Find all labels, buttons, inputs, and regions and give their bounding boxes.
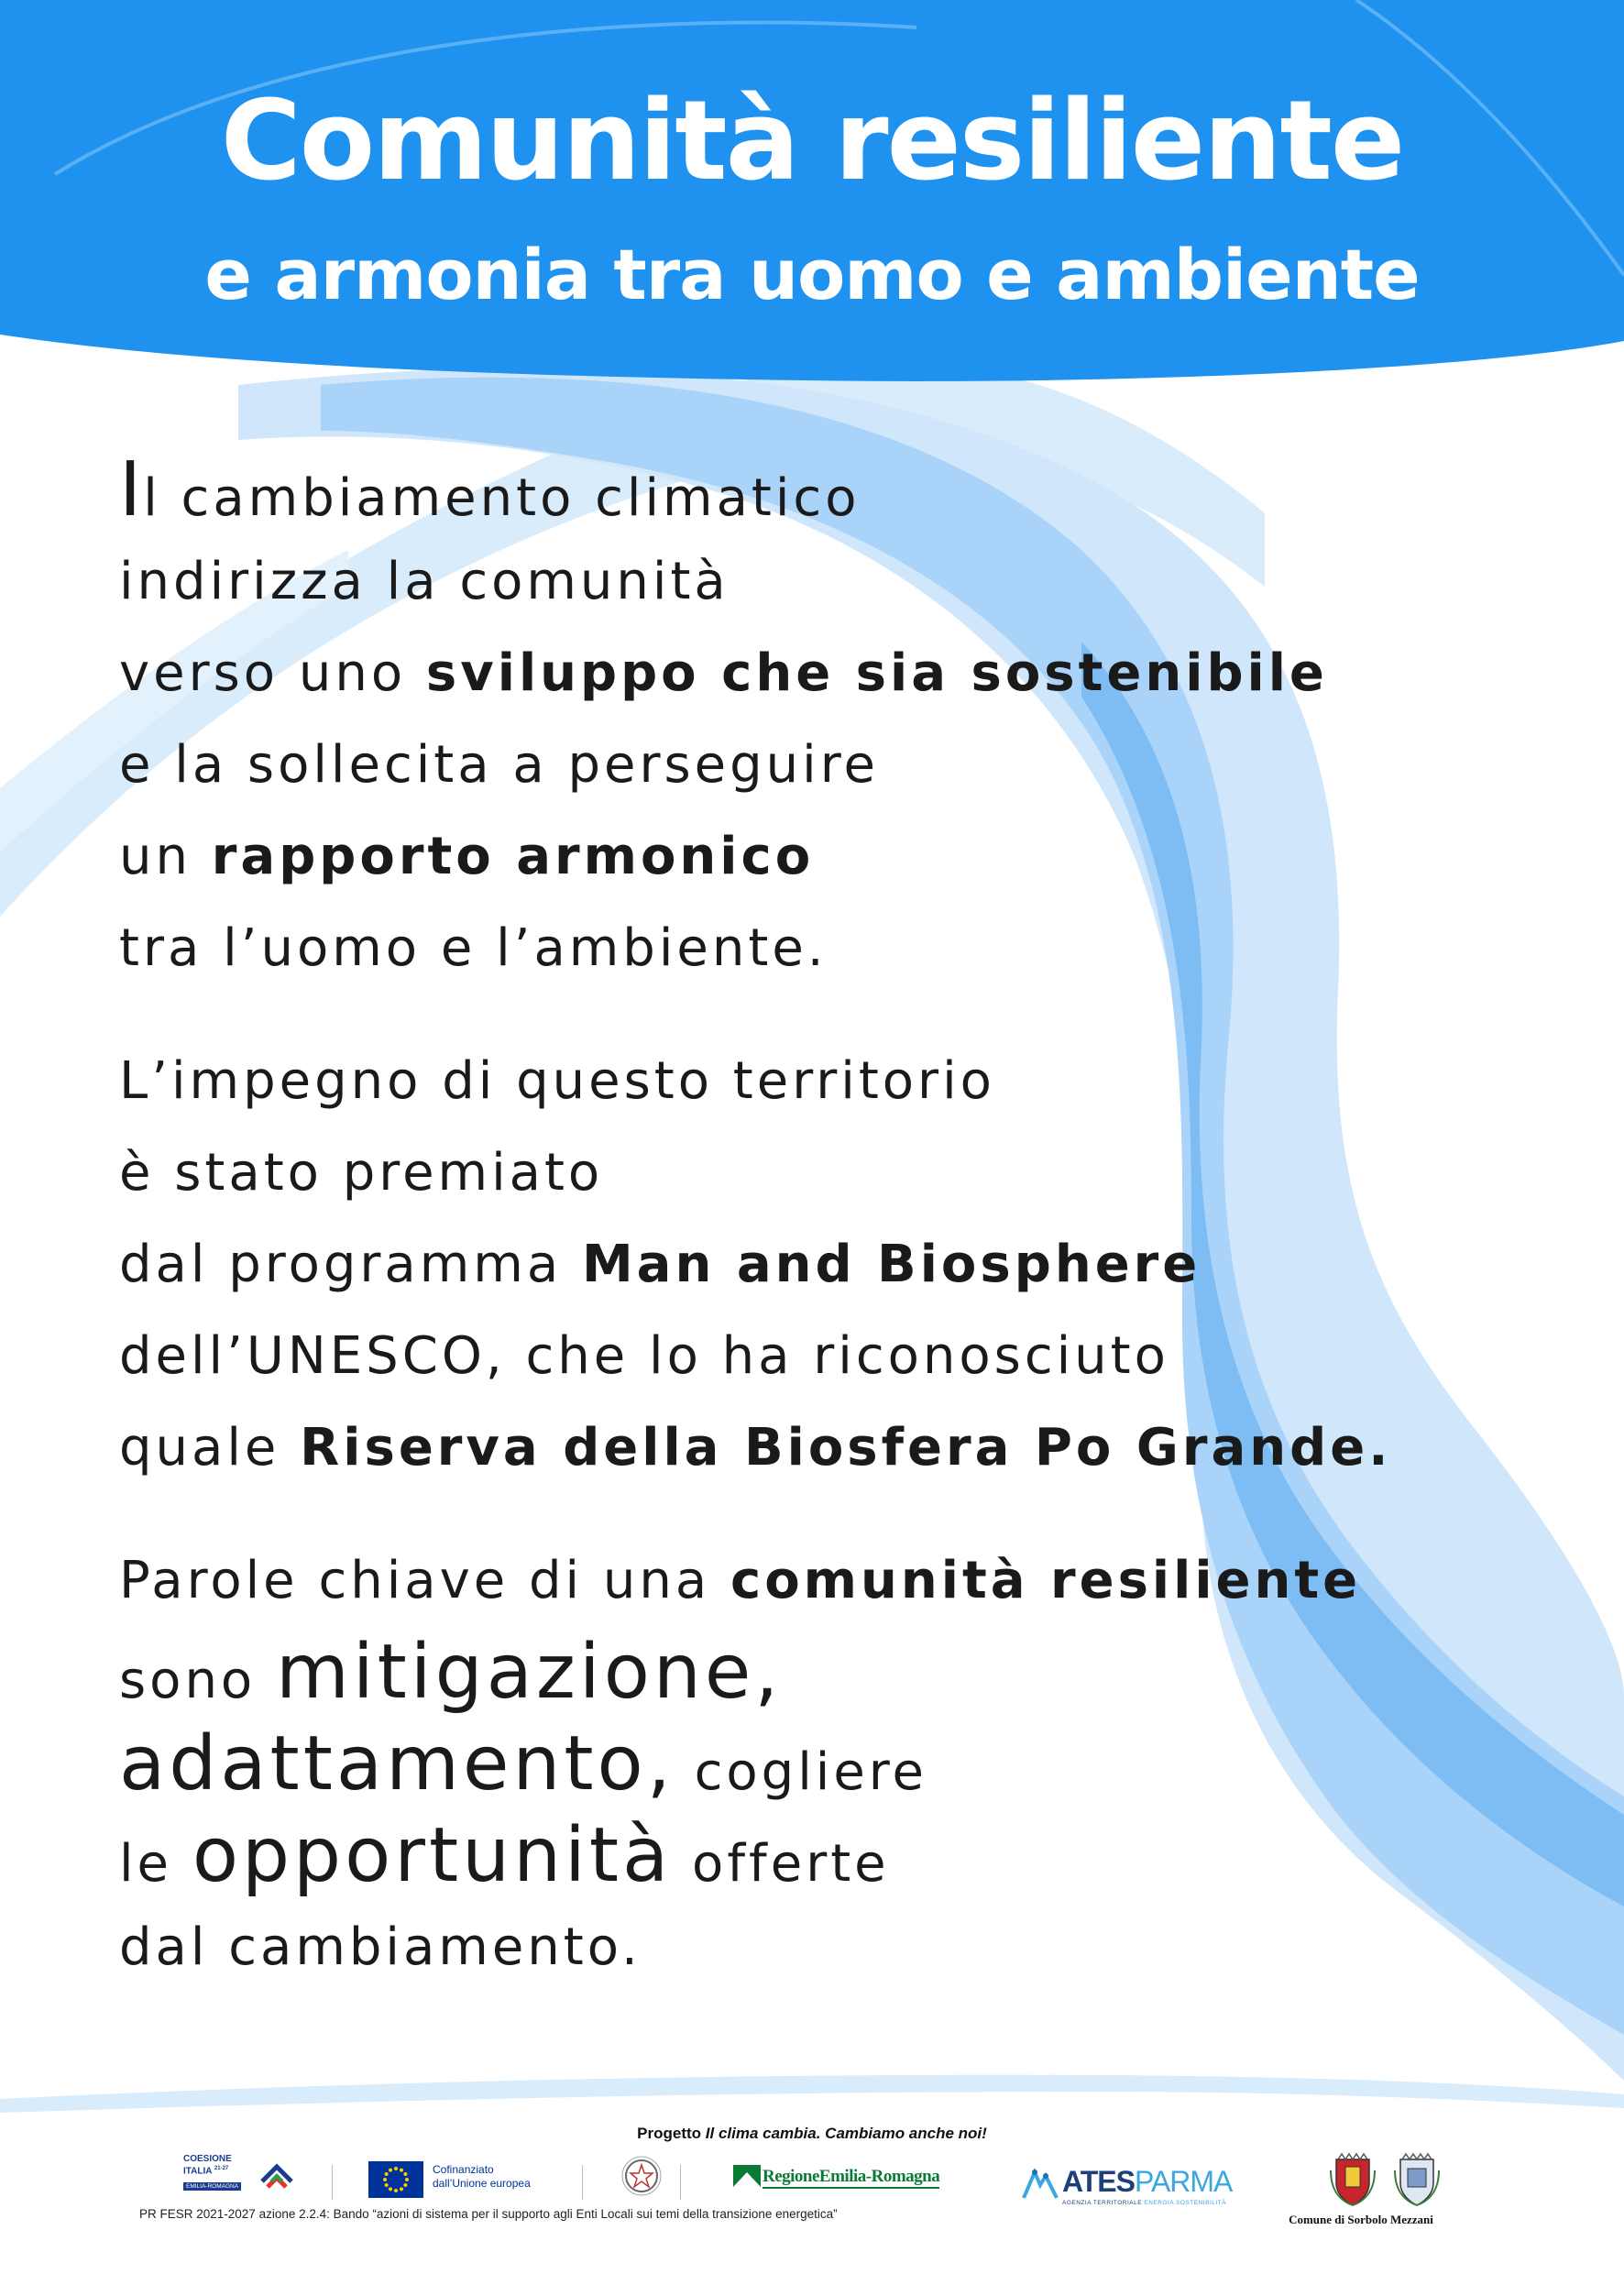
text-span: offerte bbox=[672, 1834, 890, 1894]
logo-text: ATES bbox=[1062, 2165, 1135, 2198]
keyword-text: opportunità bbox=[192, 1812, 673, 1899]
logo-text: ITALIA bbox=[183, 2166, 213, 2177]
footer bbox=[0, 2108, 1624, 2274]
text-line bbox=[119, 1719, 1549, 1810]
highlight-text: Man and Biosphere bbox=[581, 1235, 1202, 1294]
text-line: tra l’uomo e l’ambiente. bbox=[119, 918, 828, 978]
text-span: le bbox=[119, 1834, 192, 1894]
logo-text: COESIONE bbox=[183, 2154, 232, 2164]
text-line bbox=[119, 1627, 1549, 1719]
regione-flag-icon bbox=[733, 2165, 761, 2187]
comune-stemmi bbox=[1329, 2152, 1448, 2209]
logo-text: ENERGIA SOSTENIBILITÀ bbox=[1144, 2200, 1226, 2206]
repubblica-emblem-icon bbox=[621, 2154, 662, 2198]
repubblica-italiana-logo bbox=[621, 2154, 662, 2200]
text-line: dell’UNESCO, che lo ha riconosciuto bbox=[119, 1326, 1169, 1386]
text-line: è stato premiato bbox=[119, 1143, 604, 1203]
logo-separator bbox=[332, 2165, 333, 2200]
eu-flag-icon bbox=[368, 2161, 423, 2198]
paragraph-gap bbox=[119, 1494, 1549, 1535]
fine-print: PR FESR 2021-2027 azione 2.2.4: Bando “azioni di sistema per il supporto agli Enti Locali sui temi della transizione energetica” bbox=[139, 2207, 838, 2221]
text-span: quale bbox=[119, 1418, 301, 1478]
project-line bbox=[0, 2125, 1624, 2143]
logo-text: PARMA bbox=[1134, 2165, 1233, 2198]
text-line bbox=[119, 1535, 1549, 1627]
text-line bbox=[119, 811, 1549, 903]
body-text bbox=[119, 445, 1549, 1994]
text-span: un bbox=[119, 827, 212, 886]
logo-text: AGENZIA TERRITORIALE bbox=[1062, 2200, 1143, 2206]
project-name: Il clima cambia. Cambiamo anche noi! bbox=[705, 2125, 987, 2142]
text-line: L’impegno di questo territorio bbox=[119, 1051, 995, 1111]
paragraph-gap bbox=[119, 994, 1549, 1036]
paragraph-unesco bbox=[119, 1036, 1549, 1494]
text-span: Parole chiave di una bbox=[119, 1551, 730, 1610]
stemma-mezzani-icon bbox=[1393, 2152, 1441, 2207]
header bbox=[0, 0, 1624, 385]
text-span: verso uno bbox=[119, 643, 426, 703]
text-line: e la sollecita a perseguire bbox=[119, 735, 879, 795]
text-line bbox=[119, 1219, 1549, 1311]
highlight-text: comunità resiliente bbox=[730, 1551, 1362, 1610]
eu-logo bbox=[368, 2154, 561, 2209]
regione-emilia-romagna-logo bbox=[733, 2163, 953, 2194]
text-span: cogliere bbox=[674, 1742, 928, 1802]
text-line bbox=[119, 628, 1549, 720]
ates-mark-icon bbox=[1022, 2167, 1059, 2200]
paragraph-climate bbox=[119, 445, 1549, 994]
stemma-sorbolo-icon bbox=[1329, 2152, 1377, 2207]
text-line: dal cambiamento. bbox=[119, 1917, 642, 1977]
drop-cap: I bbox=[119, 446, 144, 533]
highlight-text: rapporto armonico bbox=[211, 827, 815, 886]
page-subtitle: e armonia tra uomo e ambiente bbox=[204, 234, 1420, 315]
logo-separator bbox=[680, 2165, 681, 2200]
paragraph-keywords bbox=[119, 1535, 1549, 1994]
logo-text: dall’Unione europea bbox=[433, 2177, 531, 2190]
text-span: l cambiamento climatico bbox=[143, 468, 861, 528]
text-line bbox=[119, 1810, 1549, 1902]
page-title: Comunità resiliente bbox=[220, 78, 1404, 205]
ates-parma-logo bbox=[1022, 2165, 1260, 2220]
project-prefix: Progetto bbox=[637, 2125, 706, 2142]
logo-separator bbox=[582, 2165, 583, 2200]
logo-bar bbox=[174, 2154, 1466, 2236]
text-span: sono bbox=[119, 1651, 276, 1710]
text-line: indirizza la comunità bbox=[119, 552, 730, 611]
coesione-italia-logo bbox=[183, 2154, 302, 2209]
text-span: dal programma bbox=[119, 1235, 582, 1294]
logo-text: RegioneEmilia-Romagna bbox=[763, 2167, 939, 2189]
text-line bbox=[119, 445, 1549, 536]
text-line bbox=[119, 1402, 1549, 1494]
logo-text: EMILIA-ROMAGNA bbox=[183, 2182, 241, 2191]
highlight-text: sviluppo che sia sostenibile bbox=[425, 643, 1328, 703]
coesione-mark-icon bbox=[258, 2156, 295, 2192]
logo-text: 21-27 bbox=[214, 2166, 229, 2171]
logo-text: Cofinanziato bbox=[433, 2163, 494, 2176]
keyword-text: mitigazione, bbox=[276, 1629, 783, 1716]
highlight-text: Riserva della Biosfera Po Grande. bbox=[300, 1418, 1392, 1478]
wave-bottom bbox=[0, 2075, 1624, 2113]
keyword-text: adattamento, bbox=[119, 1720, 675, 1807]
comune-name: Comune di Sorbolo Mezzani bbox=[1289, 2213, 1433, 2226]
